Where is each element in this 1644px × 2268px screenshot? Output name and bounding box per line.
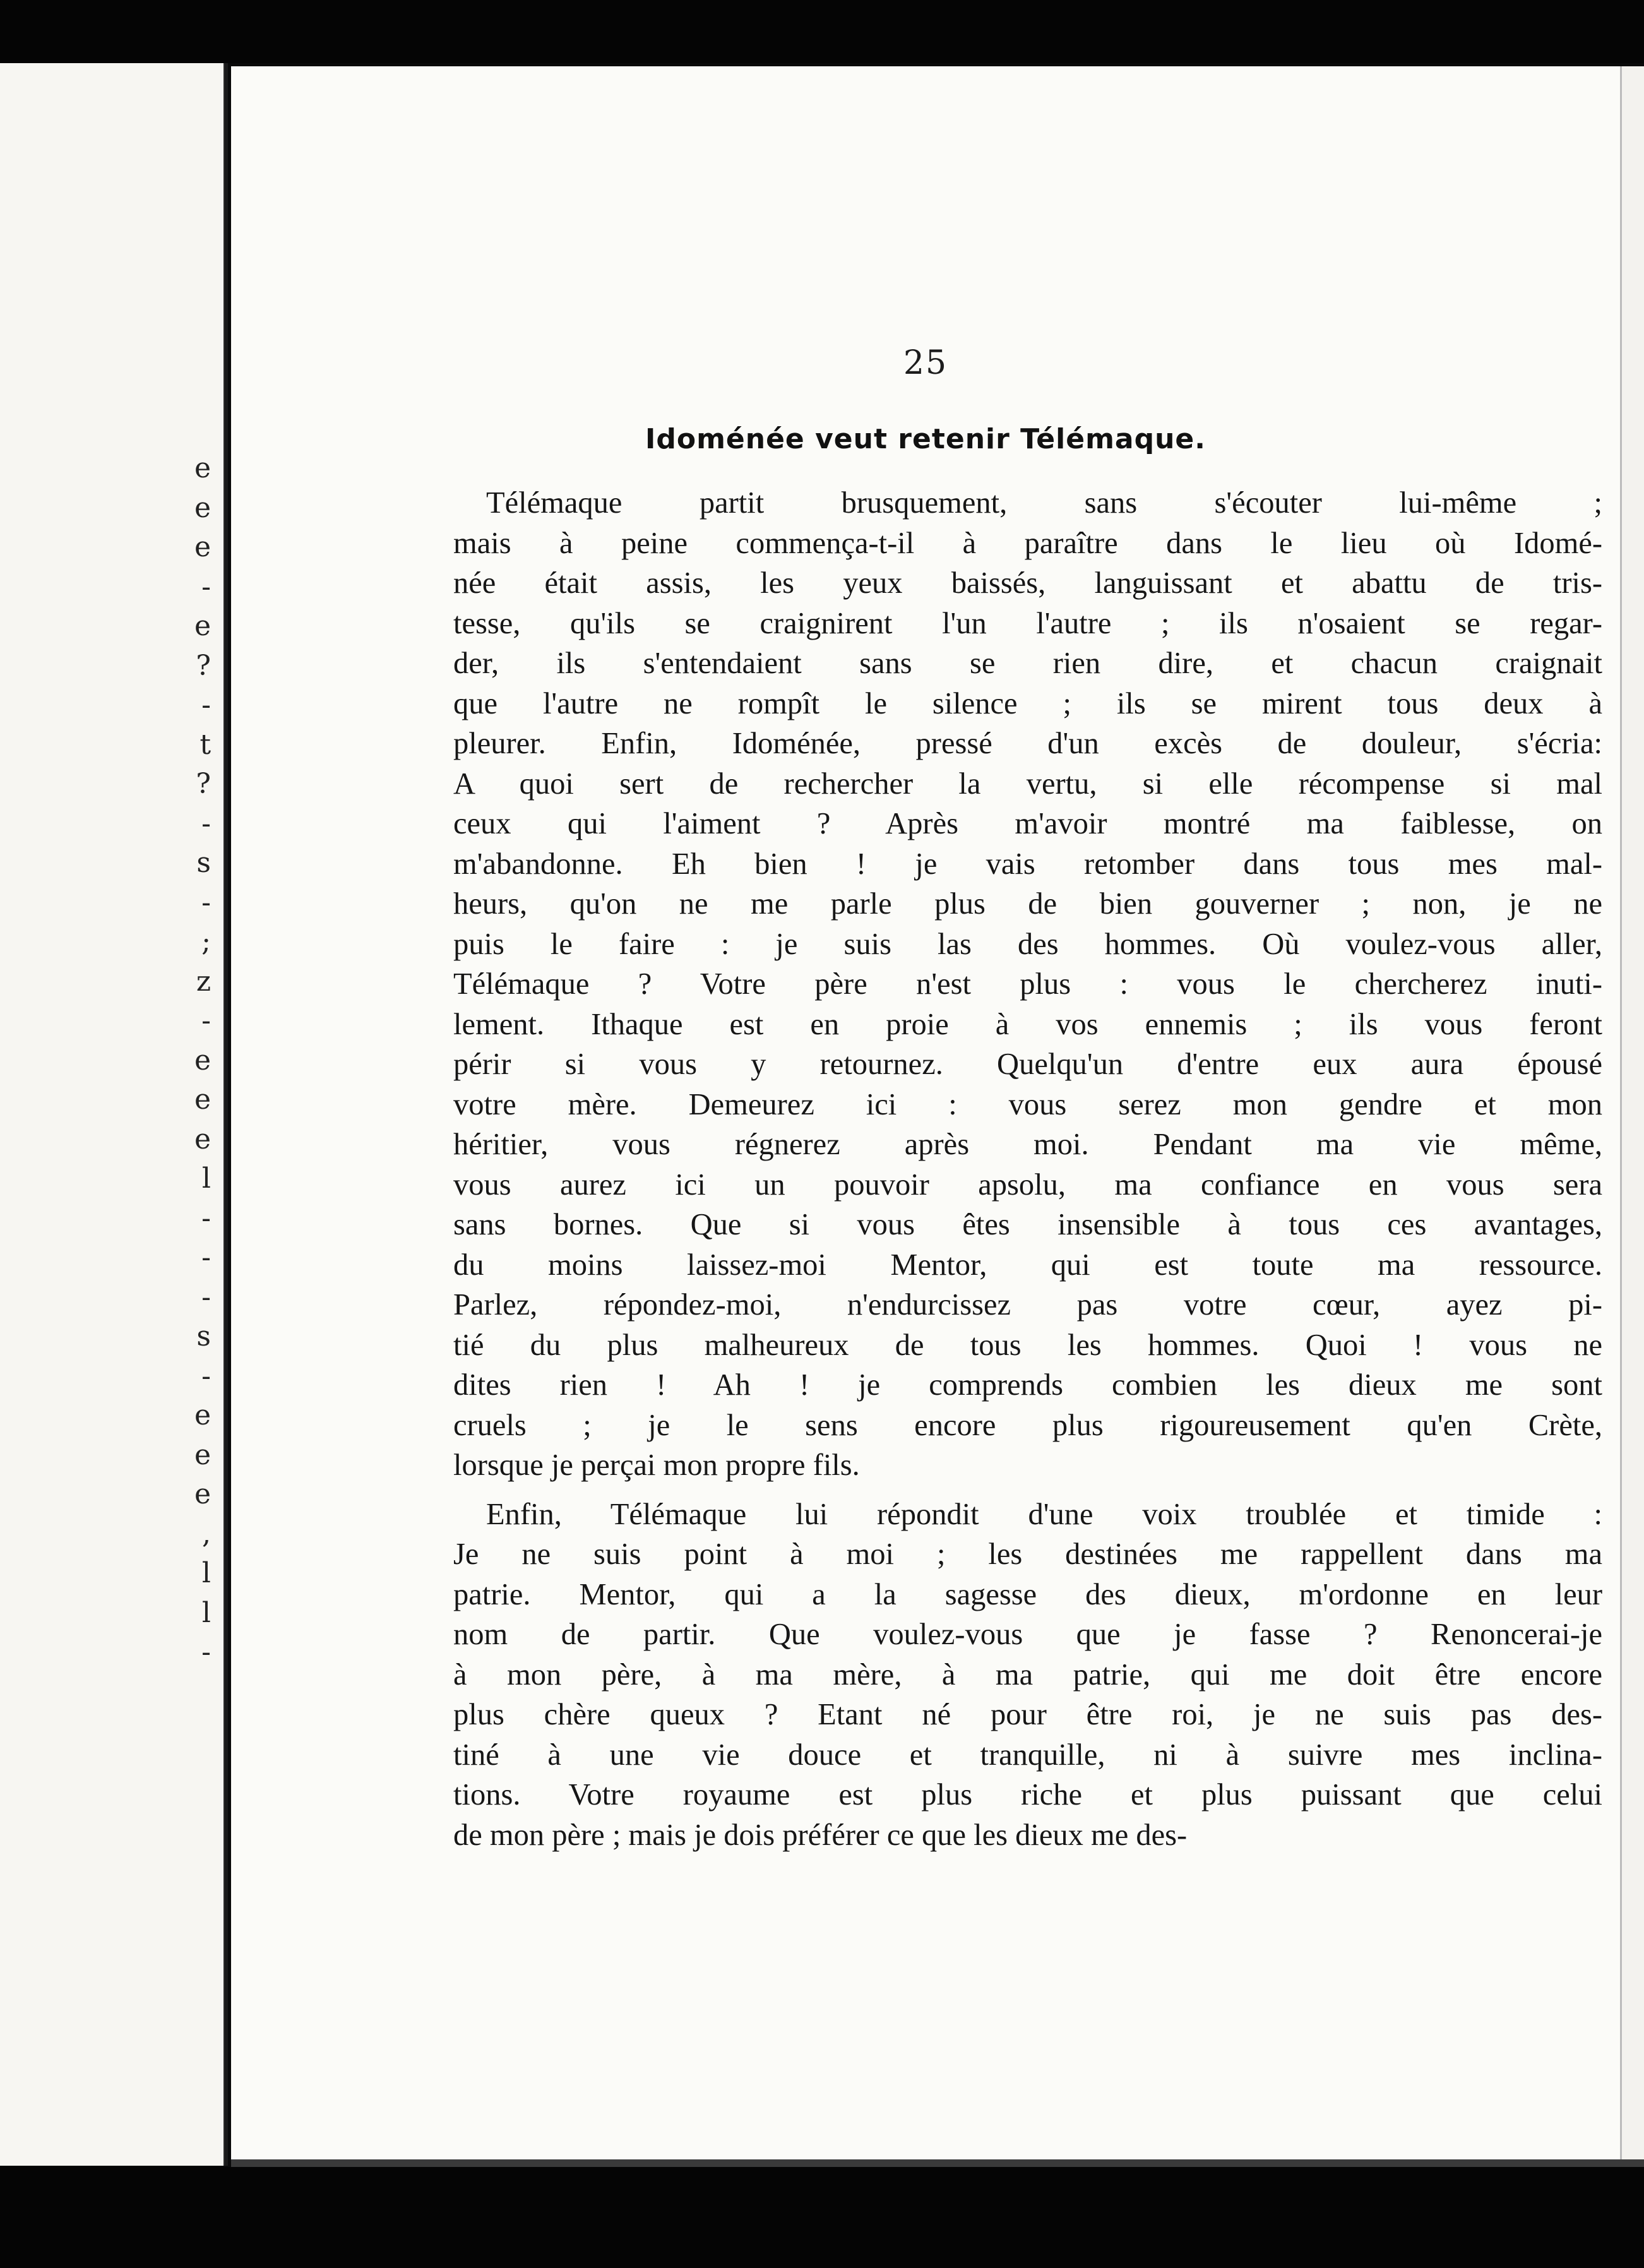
scan-border-bottom	[0, 2167, 1644, 2268]
text-line: à mon père, à ma mère, à ma patrie, qui me doit être encore	[453, 1657, 1602, 1692]
text-line: ceux qui l'aiment ? Après m'avoir montré ma faiblesse, on	[453, 807, 1602, 840]
text-line: Je ne suis point à moi ; les destinées me rappellent dans ma	[453, 1537, 1602, 1571]
text-line: lorsque je perçai mon propre fils.	[453, 1448, 860, 1482]
text-line: Parlez, répondez-moi, n'endurcissez pas votre cœur, ayez pi-	[453, 1288, 1602, 1322]
text-line: cruels ; je le sens encore plus rigoureusement qu'en Crète,	[453, 1408, 1602, 1442]
facing-page-char: e	[194, 491, 211, 524]
page-right-edge	[1620, 66, 1644, 2159]
text-line: votre mère. Demeurez ici : vous serez mon gendre et mon	[453, 1087, 1602, 1121]
text-line: de mon père ; mais je dois préférer ce que les dieux me des-	[453, 1818, 1188, 1852]
facing-page-char: -	[201, 1202, 211, 1234]
facing-page-char: ?	[196, 649, 211, 682]
facing-page-char: ;	[201, 926, 211, 958]
facing-page-char: e	[194, 1123, 211, 1155]
facing-page-char: e	[194, 452, 211, 484]
text-line: tié du plus malheureux de tous les hommes. Quoi ! vous ne	[453, 1328, 1602, 1362]
body-text	[453, 483, 1602, 1864]
text-line: née était assis, les yeux baissés, languissant et abattu de tris-	[453, 566, 1602, 600]
paragraph	[453, 483, 1602, 1486]
chapter-title: Idoménée veut retenir Télémaque.	[645, 423, 1206, 455]
facing-page-char: -	[201, 1636, 211, 1668]
facing-page-char: e	[194, 1399, 211, 1431]
facing-page-char: -	[201, 689, 211, 721]
facing-page-char: l	[201, 1596, 211, 1629]
text-line: puis le faire : je suis las des hommes. Où voulez-vous aller,	[453, 927, 1602, 961]
facing-page-char: l	[201, 1557, 211, 1589]
text-line: der, ils s'entendaient sans se rien dire, et chacun craignait	[453, 647, 1602, 680]
text-line: tiné à une vie douce et tranquille, ni à suivre mes inclina-	[453, 1738, 1602, 1772]
facing-page-char: e	[194, 1478, 211, 1510]
text-line: patrie. Mentor, qui a la sagesse des dieux, m'ordonne en leur	[453, 1577, 1602, 1611]
text-line: tions. Votre royaume est plus riche et plus puissant que celui	[453, 1778, 1602, 1811]
facing-page-char: ?	[196, 768, 211, 800]
paragraph	[453, 1495, 1602, 1856]
facing-page-margin-chars	[192, 63, 211, 2166]
page-bottom-edge	[231, 2159, 1644, 2167]
text-line: que l'autre ne rompît le silence ; ils se mirent tous deux à	[453, 686, 1602, 720]
text-line: mais à peine commença-t-il à paraître dans le lieu où Idomé-	[453, 526, 1602, 560]
facing-page-char: s	[196, 847, 211, 879]
facing-page-char: e	[194, 1083, 211, 1116]
text-line: pleurer. Enfin, Idoménée, pressé d'un excès de douleur, s'écria:	[453, 727, 1602, 760]
text-line: lement. Ithaque est en proie à vos ennemis ; ils vous feront	[453, 1007, 1602, 1041]
text-line: heurs, qu'on ne me parle plus de bien gouverner ; non, je ne	[453, 887, 1602, 921]
scan-border-top	[0, 0, 1644, 63]
text-line: dites rien ! Ah ! je comprends combien les dieux me sont	[453, 1368, 1602, 1402]
text-line: Enfin, Télémaque lui répondit d'une voix troublée et timide :	[486, 1497, 1602, 1531]
facing-page-char: l	[201, 1162, 211, 1195]
facing-page-char: -	[201, 1280, 211, 1313]
text-line: vous aurez ici un pouvoir apsolu, ma confiance en vous sera	[453, 1167, 1602, 1202]
facing-page-char: e	[194, 1438, 211, 1471]
facing-page-char: e	[194, 1044, 211, 1077]
text-line: A quoi sert de rechercher la vertu, si elle récompense si mal	[453, 767, 1602, 801]
facing-page-char: z	[196, 965, 211, 998]
facing-page-char: -	[201, 1359, 211, 1392]
facing-page-char: e	[194, 610, 211, 642]
text-line: tesse, qu'ils se craignirent l'un l'autre ; ils n'osaient se regar-	[453, 606, 1602, 640]
facing-page-char: s	[196, 1320, 211, 1352]
book-gutter	[225, 63, 228, 2166]
book-page	[231, 66, 1620, 2163]
facing-page-char: -	[201, 1241, 211, 1274]
facing-page-char: -	[201, 570, 211, 603]
text-line: héritier, vous régnerez après moi. Pendant ma vie même,	[453, 1128, 1602, 1161]
facing-page-char: t	[200, 728, 211, 761]
page-number: 25	[903, 344, 948, 382]
facing-page-char: e	[194, 531, 211, 563]
text-line: nom de partir. Que voulez-vous que je fasse ? Renoncerai-je	[453, 1618, 1602, 1651]
facing-page	[0, 63, 227, 2166]
facing-page-char: -	[201, 886, 211, 919]
facing-page-char: -	[201, 1005, 211, 1037]
text-line: sans bornes. Que si vous êtes insensible à tous ces avantages,	[453, 1208, 1602, 1241]
text-line: m'abandonne. Eh bien ! je vais retomber dans tous mes mal-	[453, 847, 1602, 881]
text-line: périr si vous y retournez. Quelqu'un d'entre eux aura épousé	[453, 1047, 1602, 1081]
text-line: plus chère queux ? Etant né pour être roi, je ne suis pas des-	[453, 1698, 1602, 1731]
facing-page-char: -	[201, 807, 211, 840]
facing-page-char: ,	[202, 1517, 211, 1550]
text-line: Télémaque partit brusquement, sans s'écouter lui-même ;	[486, 486, 1602, 520]
text-line: du moins laissez-moi Mentor, qui est toute ma ressource.	[453, 1248, 1602, 1282]
text-line: Télémaque ? Votre père n'est plus : vous le chercherez inuti-	[453, 967, 1602, 1001]
